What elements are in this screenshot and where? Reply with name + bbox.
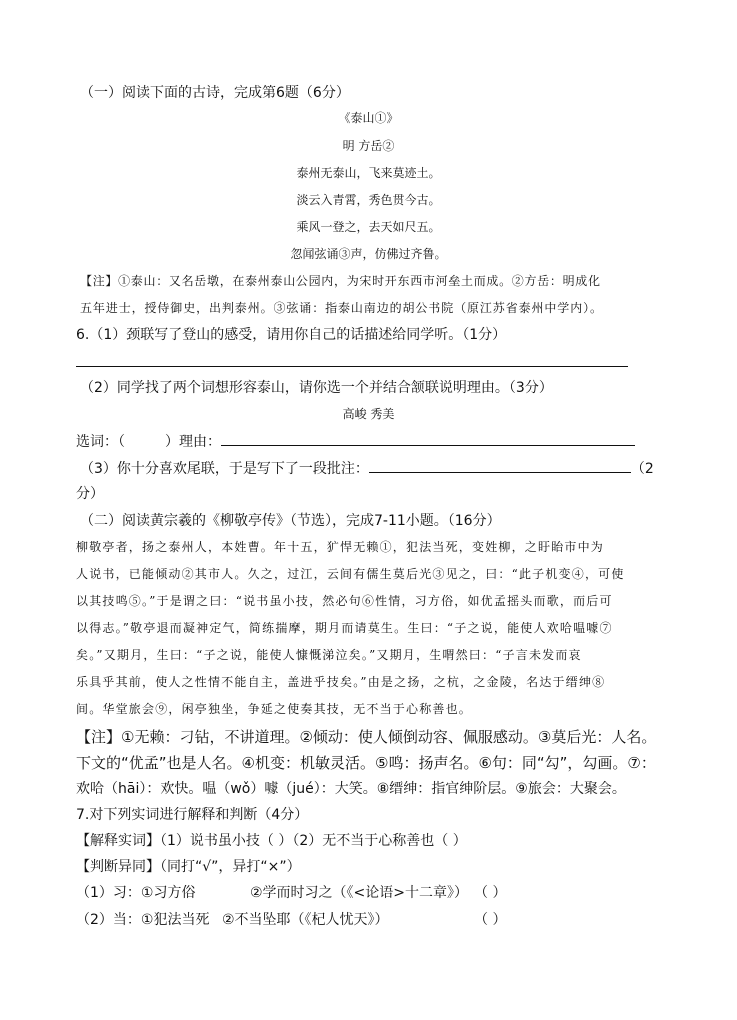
explain-items[interactable]: （1）说书虽小技（ ）（2）无不当于心称善也（ ） <box>160 833 467 849</box>
poem-note: 【注】①泰山：又名岳墩，在泰州泰山公园内，为宋时开东西市河垒土而成。②方岳：明成化 <box>80 274 601 288</box>
section-heading: （一）阅读下面的古诗，完成第6题（6分） <box>80 85 350 101</box>
explain-label: 【解释实词】 <box>76 833 160 849</box>
judge-item-1: （1）习：①习方俗 <box>76 885 196 901</box>
poem-title: 《泰山①》 <box>338 111 399 125</box>
judge-item-2: （2）当：①犯法当死 <box>76 912 210 928</box>
passage-line: 以得志。”敬亭退而凝神定气，简练揣摩，期月而请莫生。生曰：“子之说，能使人欢哈嗢噱⑦ <box>76 621 613 635</box>
word-options: 高峻 秀美 <box>342 407 395 421</box>
select-word-row <box>76 431 635 452</box>
poem-line: 淡云入青霄，秀色贯今古。 <box>296 193 441 207</box>
passage-line: 矣。”又期月，生曰：“子之说，能使人慷慨涕泣矣。”又期月，生喟然曰：“子言未发而哀 <box>76 648 582 662</box>
poem-note: 五年进士，授侍御史，出判泰州。③弦诵：指泰山南边的胡公书院（原江苏省泰州中学内）。 <box>80 301 603 315</box>
question-6-1: 6.（1）颈联写了登山的感受，请用你自己的话描述给同学听。（1分） <box>76 327 507 343</box>
judge-label: 【判断异同】 <box>76 859 160 875</box>
judge-item-2-compare: ②不当坠耶（《杞人忧天》） <box>222 912 389 928</box>
question-7-title: 7.对下列实词进行解释和判断（4分） <box>76 807 309 823</box>
question-6-3-text: （3）你十分喜欢尾联，于是写下了一段批注： <box>80 461 369 477</box>
passage-line: 柳敬亭者，扬之泰州人，本姓曹。年十五，犷悍无赖①，犯法当死，变姓柳，之盱眙市中为 <box>76 540 605 554</box>
passage-line: 以其技鸣⑤。”于是谓之曰：“说书虽小技，然必句⑥性情，习方俗，如优孟摇头而歌，而后可 <box>76 594 613 608</box>
explain-row <box>76 831 467 851</box>
poem-author: 明 方岳② <box>342 139 395 153</box>
passage-note: 下文的“优孟”也是人名。④机变：机敏灵活。⑤鸣：扬声名。⑥句：同“勾”，勾画。⑦： <box>76 754 656 772</box>
annotation-blank[interactable] <box>369 458 631 473</box>
passage-line: 人说书，已能倾动②其市人。久之，过江，云间有儒生莫后光③见之，曰：“此子机变④，可使 <box>76 567 625 581</box>
select-word-label: 选词：（ <box>76 434 125 450</box>
judge-row <box>76 857 301 877</box>
question-6-3 <box>80 458 654 479</box>
passage-note: 【注】①无赖：刁钻，不讲道理。②倾动：使人倾倒动容、佩服感动。③莫后光：人名。 <box>76 728 657 746</box>
passage-note: 欢哈（hāi）：欢快。嗢（wǒ）噱（jué）：大笑。⑧缙绅：指官绅阶层。⑨旅会：大聚会。 <box>76 781 626 797</box>
judge-rule: （同打“√”，异打“×”） <box>160 859 301 875</box>
passage-line: 间。华堂旅会⑨，闲亭独坐，争延之使奏其技，无不当于心称善也。 <box>76 702 473 716</box>
question-6-2: （2）同学找了两个词想形容泰山，请你选一个并结合颔联说明理由。（3分） <box>80 380 553 396</box>
poem-line: 忽闻弦诵③声，仿佛过齐鲁。 <box>290 247 447 261</box>
poem-line: 泰州无泰山，飞来莫迹土。 <box>296 166 441 180</box>
reason-blank[interactable] <box>221 431 635 446</box>
judge-item-1-answer[interactable]: （ ） <box>474 885 507 901</box>
answer-line[interactable] <box>76 366 628 367</box>
section-heading: （二）阅读黄宗羲的《柳敬亭传》（节选），完成7-11小题。（16分） <box>80 513 501 529</box>
score: 分） <box>76 486 104 502</box>
poem-line: 乘风一登之，去天如尺五。 <box>296 220 441 234</box>
score: （2 <box>630 461 654 477</box>
judge-item-1-compare: ②学而时习之（《<论语>十二章》） <box>250 885 469 901</box>
judge-item-2-answer[interactable]: （ ） <box>474 912 507 928</box>
reason-label: ）理由： <box>165 434 221 450</box>
passage-line: 乐具乎其前，使人之性情不能自主，盖进乎技矣。”由是之扬，之杭，之金陵，名达于缙绅⑧ <box>76 675 606 689</box>
